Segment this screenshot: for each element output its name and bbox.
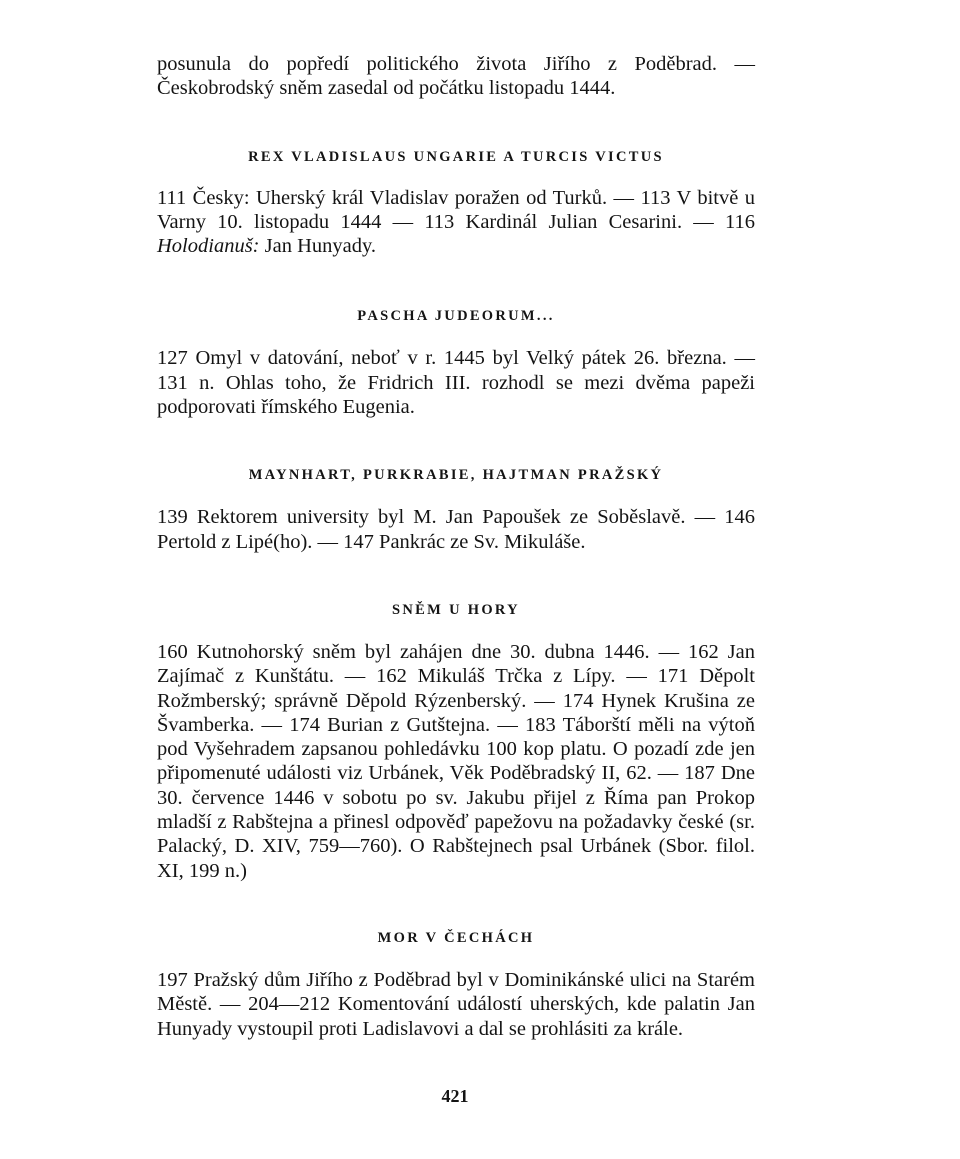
section-paragraph-snem-u-hory: 160 Kutnohorský sněm byl zahájen dne 30. dubna 1446. — 162 Jan Zajímač z Kunštátu. — 162 Mikuláš Trčka z Lípy. — 171 Děpolt Rožmberský; správně Děpold Rýzenberský. — 174 Hynek Krušina ze Švamberka. — 174 Burian z Gutštejna. — 183 Táborští měli na výtoň pod Vyšehradem zapsanou pohledávku 100 kop platu. O pozadí zde jen připomenuté události viz Urbánek, Věk Poděbradský II, 62. — 187 Dne 30. července 1446 v sobotu po sv. Jakubu přijel z Říma pan Prokop mladší z Rabštejna a přinesl odpověď papežovu na požadavky české (sr. Palacký, D. XIV, 759—760). O Rabštejnech psal Urbánek (Sbor. filol. XI, 199 n.) xyxy=(157,640,755,882)
section-heading-mor-v-cechach: MOR V ČECHÁCH xyxy=(377,929,535,946)
intro-paragraph: posunula do popředí politického života Jiřího z Poděbrad. — Českobrodský sněm zasedal od počátku listopadu 1444. xyxy=(157,53,755,100)
section-paragraph-maynhart: 139 Rektorem university byl M. Jan Papoušek ze Soběslavě. — 146 Pertold z Lipé(ho). — 147 Pankrác ze Sv. Mikuláše. xyxy=(157,506,755,553)
rex-text-part-2: Jan Hunyady. xyxy=(259,235,377,258)
section-heading-maynhart: MAYNHART, PURKRABIE, HAJTMAN PRAŽSKÝ xyxy=(248,467,664,484)
rex-italic-term: Holodianuš: xyxy=(157,235,260,258)
section-paragraph-mor-v-cechach: 197 Pražský dům Jiřího z Poděbrad byl v Dominikánské ulici na Starém Městě. — 204—212 Komentování událostí uherských, kde palatin Jan Hunyady vystoupil proti Ladislavovi a dal se prohlásiti za krále. xyxy=(157,968,755,1040)
section-paragraph-rex-vladislaus xyxy=(157,186,755,259)
section-heading-snem-u-hory: SNĚM U HORY xyxy=(392,601,520,618)
section-heading-pascha-judeorum: PASCHA JUDEORUM... xyxy=(357,308,555,325)
page-number: 421 xyxy=(441,1086,469,1106)
rex-text-part-1: 111 Česky: Uherský král Vladislav poražen od Turků. — 113 V bitvě u Varny 10. listopadu 1444 — 113 Kardinál Julian Cesarini. — 116 xyxy=(157,186,755,233)
section-heading-rex-vladislaus: REX VLADISLAUS UNGARIE A TURCIS VICTUS xyxy=(248,148,664,165)
page-body xyxy=(157,52,755,1041)
section-paragraph-pascha-judeorum: 127 Omyl v datování, neboť v r. 1445 byl Velký pátek 26. března. — 131 n. Ohlas toho, že Fridrich III. rozhodl se mezi dvěma papeži podporovati římského Eugenia. xyxy=(157,347,755,419)
